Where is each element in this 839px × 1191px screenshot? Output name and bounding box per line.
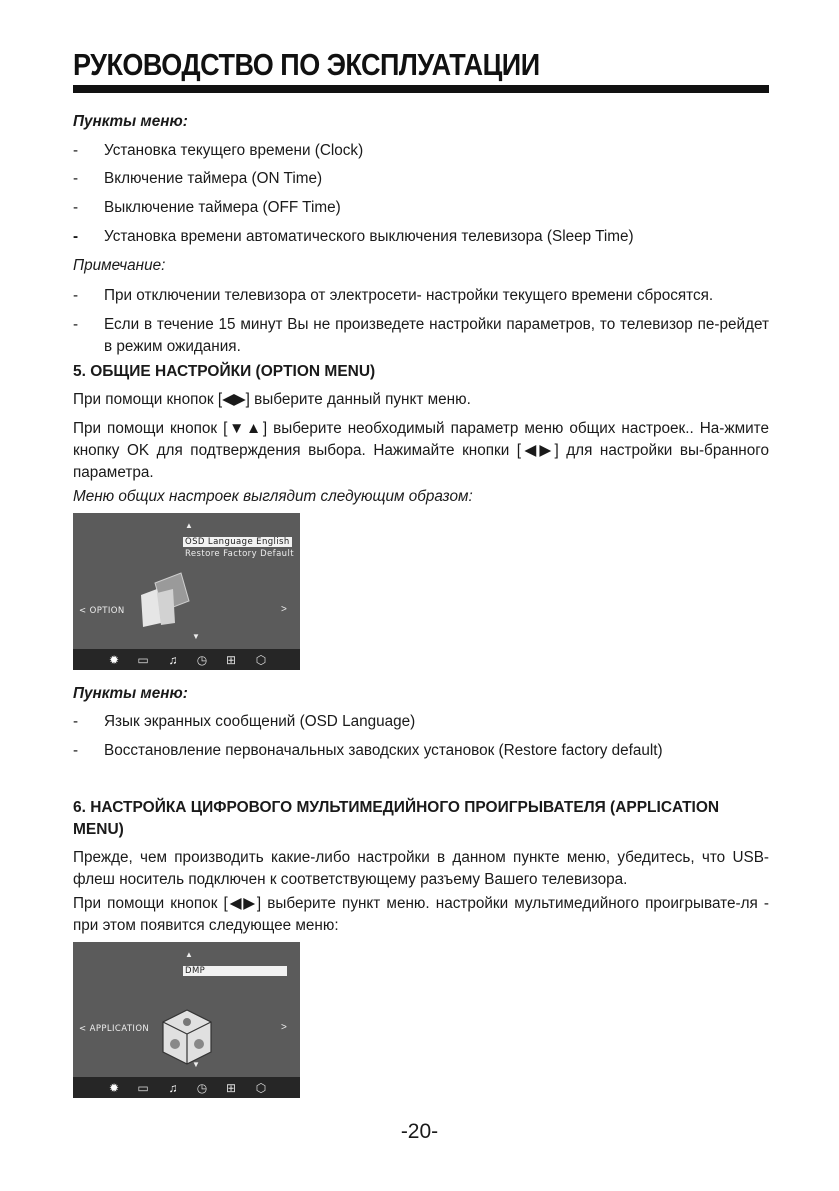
clock-icon: ◷ <box>196 1081 208 1095</box>
cube-icon: ⬡ <box>255 1081 267 1095</box>
menu-items-heading: Пункты меню: <box>73 685 188 702</box>
list-dash: - <box>73 713 79 730</box>
right-arrow-icon: > <box>281 604 287 615</box>
section-heading: 6. НАСТРОЙКА ЦИФРОВОГО МУЛЬТИМЕДИЙНОГО ПРОИГРЫВАТЕЛЯ (APPLICATION MENU) <box>73 799 720 838</box>
grid-icon: ⊞ <box>225 653 237 667</box>
note-heading: Примечание: <box>73 257 166 274</box>
music-icon: ♫ <box>168 1081 178 1095</box>
list-item: Выключение таймера (OFF Time) <box>104 199 341 216</box>
figure-caption: Меню общих настроек выглядит следующим образом: <box>73 488 473 505</box>
gear-icon: ✹ <box>108 1081 120 1095</box>
gear-icon: ✹ <box>108 653 120 667</box>
tv-icon: ▭ <box>137 653 149 667</box>
menu-items-heading: Пункты меню: <box>73 113 188 130</box>
osd-language-row: OSD Language English <box>185 537 290 547</box>
section-heading: 5. ОБЩИЕ НАСТРОЙКИ (OPTION MENU) <box>73 363 376 380</box>
list-item: Установка текущего времени (Clock) <box>104 142 364 159</box>
tv-icon: ▭ <box>137 1081 149 1095</box>
option-menu-screenshot <box>73 513 300 670</box>
paragraph: Прежде, чем производить какие-либо настройки в данном пункте меню, убедитесь, что USB-флеш носитель подключен к соответствующему разъему Вашего телевизора. <box>73 849 769 888</box>
grid-icon: ⊞ <box>225 1081 237 1095</box>
option-illustration-icon <box>133 571 193 629</box>
list-dash: - <box>73 142 79 159</box>
list-dash: - <box>73 170 79 187</box>
paragraph: При помощи кнопок [◀▶] выберите данный пункт меню. <box>73 391 471 408</box>
note-item: Если в течение 15 минут Вы не произведете настройки параметров, то телевизор пе-рейдет в режим ожидания. <box>104 316 769 355</box>
paragraph: При помощи кнопок [◀▶] выберите пункт меню. настройки мультимедийного проигрывате-ля - при этом появится следующее меню: <box>73 895 769 934</box>
paragraph: При помощи кнопок [▼▲] выберите необходимый параметр меню общих настроек.. На-жмите кнопку OK для подтверждения выбора. Нажимайте кнопки [◀▶] для настройки вы-бранного параметра. <box>73 420 769 481</box>
page-number: -20- <box>400 1120 439 1143</box>
application-menu-screenshot <box>73 942 300 1098</box>
note-item: При отключении телевизора от электросети- настройки текущего времени сбросятся. <box>104 287 714 304</box>
list-dash: - <box>73 287 79 304</box>
application-left-label: < APPLICATION <box>79 1024 150 1034</box>
list-dash: - <box>73 742 79 759</box>
clock-icon: ◷ <box>196 653 208 667</box>
cube-icon: ⬡ <box>255 653 267 667</box>
list-dash: - <box>73 228 79 245</box>
up-arrow-icon: ▲ <box>185 521 193 530</box>
restore-default-row: Restore Factory Default <box>185 549 294 559</box>
list-dash: - <box>73 199 79 216</box>
list-item: Включение таймера (ON Time) <box>104 170 323 187</box>
list-item: Установка времени автоматического выключения телевизора (Sleep Time) <box>104 228 634 245</box>
list-item: Язык экранных сообщений (OSD Language) <box>104 713 416 730</box>
application-illustration-icon <box>161 1008 213 1066</box>
menu-icon-bar <box>73 1077 300 1098</box>
up-arrow-icon: ▲ <box>185 950 193 959</box>
option-left-label: < OPTION <box>79 606 125 616</box>
down-arrow-icon: ▼ <box>192 1060 200 1069</box>
list-item: Восстановление первоначальных заводских установок (Restore factory default) <box>104 742 663 759</box>
list-dash: - <box>73 316 79 333</box>
menu-icon-bar <box>73 649 300 670</box>
title-rule <box>73 85 769 93</box>
music-icon: ♫ <box>168 653 178 667</box>
page-title: РУКОВОДСТВО ПО ЭКСПЛУАТАЦИИ <box>73 48 540 82</box>
down-arrow-icon: ▼ <box>192 632 200 641</box>
right-arrow-icon: > <box>281 1022 287 1033</box>
dmp-row: DMP <box>183 966 287 976</box>
